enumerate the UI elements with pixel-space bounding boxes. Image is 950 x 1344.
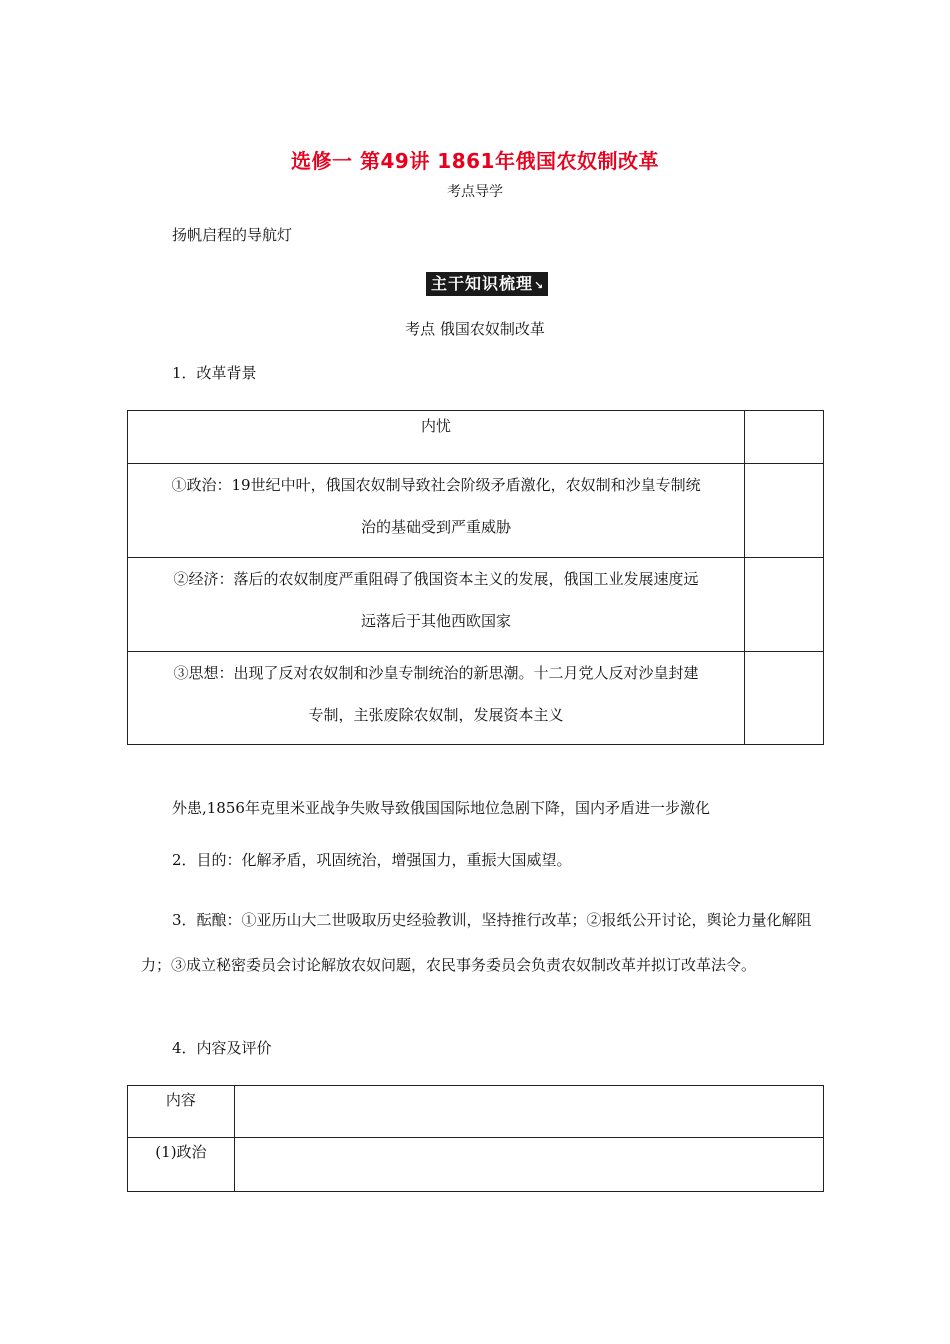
brewing-paragraph: [141, 898, 821, 988]
section-label: 扬帆启程的导航灯: [172, 226, 293, 244]
table-cell: [128, 652, 745, 745]
table-empty-cell: [745, 558, 824, 652]
table-cell: [128, 464, 745, 558]
external-paragraph: 外患,1856年克里米亚战争失败导致俄国国际地位急剧下降，国内矛盾进一步激化: [172, 799, 710, 817]
cell-line: 治的基础受到严重威胁: [361, 518, 512, 536]
section-banner: [426, 272, 548, 296]
table-row: [128, 1138, 824, 1192]
table-row: [128, 558, 824, 652]
table-empty-cell: [234, 1086, 823, 1138]
arrow-icon: ↘: [534, 279, 545, 292]
page-title: 选修一 第49讲 1861年俄国农奴制改革: [291, 149, 659, 173]
cell-line: 远落后于其他西欧国家: [361, 612, 512, 630]
table-row: [128, 1086, 824, 1138]
cell-line: ②经济：落后的农奴制度严重阻碍了俄国资本主义的发展，俄国工业发展速度远: [173, 570, 699, 588]
brewing-text: 3．酝酿：①亚历山大二世吸取历史经验教训，坚持推行改革；②报纸公开讨论，舆论力量化解阻力；③成立秘密委员会讨论解放农奴问题，农民事务委员会负责农奴制改革并拟订改革法令。: [141, 911, 812, 974]
table-empty-cell: [234, 1138, 823, 1192]
background-table: [127, 410, 824, 745]
table-empty-cell: [745, 464, 824, 558]
table-row: [128, 411, 824, 464]
table-cell: (1)政治: [128, 1138, 235, 1192]
header-text: 内忧: [421, 417, 452, 435]
cell-line: 专制，主张废除农奴制，发展资本主义: [308, 706, 564, 724]
banner-text: 主干知识梳理: [431, 274, 534, 293]
table-cell: [128, 558, 745, 652]
content-table: [127, 1085, 824, 1192]
background-heading: 1．改革背景: [172, 364, 257, 382]
table-header-cell: [128, 411, 745, 464]
subtitle: 考点导学: [447, 184, 503, 200]
table-empty-cell: [745, 652, 824, 745]
table-row: [128, 464, 824, 558]
content-heading: 4．内容及评价: [172, 1039, 272, 1057]
cell-line: ③思想：出现了反对农奴制和沙皇专制统治的新思潮。十二月党人反对沙皇封建: [173, 664, 699, 682]
topic-heading: 考点 俄国农奴制改革: [405, 320, 545, 338]
table-header-cell: 内容: [128, 1086, 235, 1138]
table-empty-cell: [745, 411, 824, 464]
purpose-paragraph: 2．目的：化解矛盾，巩固统治，增强国力，重振大国威望。: [172, 851, 572, 869]
cell-line: ①政治：19世纪中叶，俄国农奴制导致社会阶级矛盾激化，农奴制和沙皇专制统: [171, 476, 701, 494]
table-row: [128, 652, 824, 745]
